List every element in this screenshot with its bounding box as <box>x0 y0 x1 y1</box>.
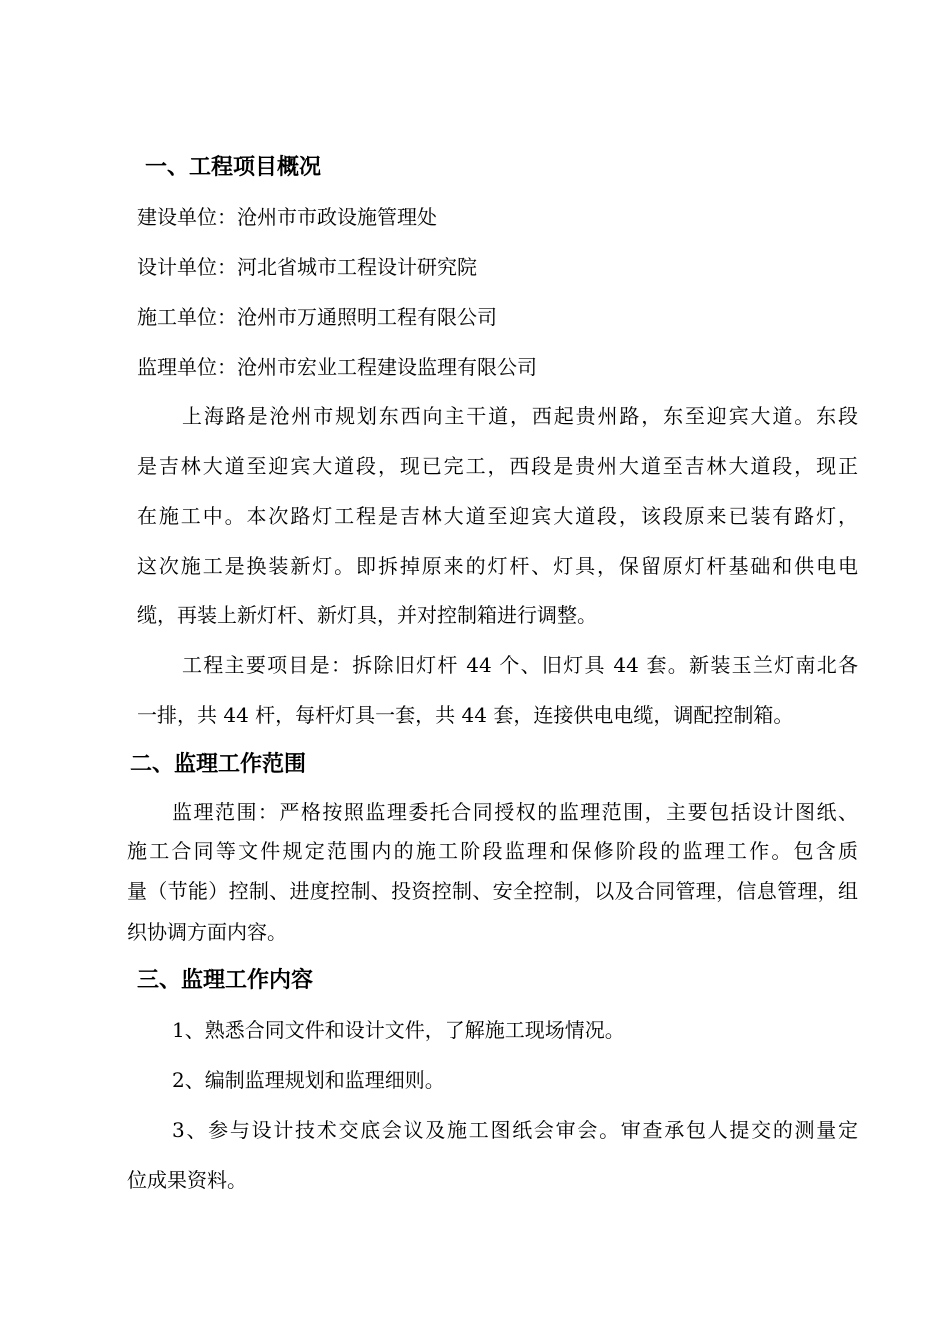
para2-line: 一排，共 44 杆，每杆灯具一套，共 44 套，连接供电电缆，调配控制箱。 <box>137 703 794 727</box>
content-item: 1、熟悉合同文件和设计文件，了解施工现场情况。 <box>172 1018 625 1042</box>
builder-unit: 施工单位：沧州市万通照明工程有限公司 <box>137 305 497 329</box>
content-item: 3、参与设计技术交底会议及施工图纸会审会。审查承包人提交的测量定 <box>172 1118 858 1142</box>
para1-line: 缆，再装上新灯杆、新灯具，并对控制箱进行调整。 <box>137 603 597 627</box>
para2-line: 工程主要项目是：拆除旧灯杆 44 个、旧灯具 44 套。新装玉兰灯南北各 <box>182 653 858 677</box>
para1-line: 上海路是沧州市规划东西向主干道，西起贵州路，东至迎宾大道。东段 <box>182 404 858 428</box>
supervision-unit: 监理单位：沧州市宏业工程建设监理有限公司 <box>137 355 537 379</box>
design-unit: 设计单位：河北省城市工程设计研究院 <box>137 255 477 279</box>
content-item: 2、编制监理规划和监理细则。 <box>172 1068 445 1092</box>
para1-line: 在施工中。本次路灯工程是吉林大道至迎宾大道段，该段原来已装有路灯， <box>137 504 858 528</box>
para3-line: 织协调方面内容。 <box>127 920 287 944</box>
para3-line: 施工合同等文件规定范围内的施工阶段监理和保修阶段的监理工作。包含质 <box>127 839 858 863</box>
para3-line: 监理范围：严格按照监理委托合同授权的监理范围，主要包括设计图纸、 <box>172 800 858 824</box>
section-3-heading: 三、监理工作内容 <box>137 968 314 993</box>
section-1-heading: 一、工程项目概况 <box>145 155 322 180</box>
para3-line: 量（节能）控制、进度控制、投资控制、安全控制，以及合同管理，信息管理，组 <box>127 879 858 903</box>
section-2-heading: 二、监理工作范围 <box>130 752 307 777</box>
construction-unit: 建设单位：沧州市市政设施管理处 <box>137 205 437 229</box>
content-item: 位成果资料。 <box>127 1168 247 1192</box>
para1-line: 这次施工是换装新灯。即拆掉原来的灯杆、灯具，保留原灯杆基础和供电电 <box>137 554 858 578</box>
para1-line: 是吉林大道至迎宾大道段，现已完工，西段是贵州大道至吉林大道段，现正 <box>137 454 858 478</box>
